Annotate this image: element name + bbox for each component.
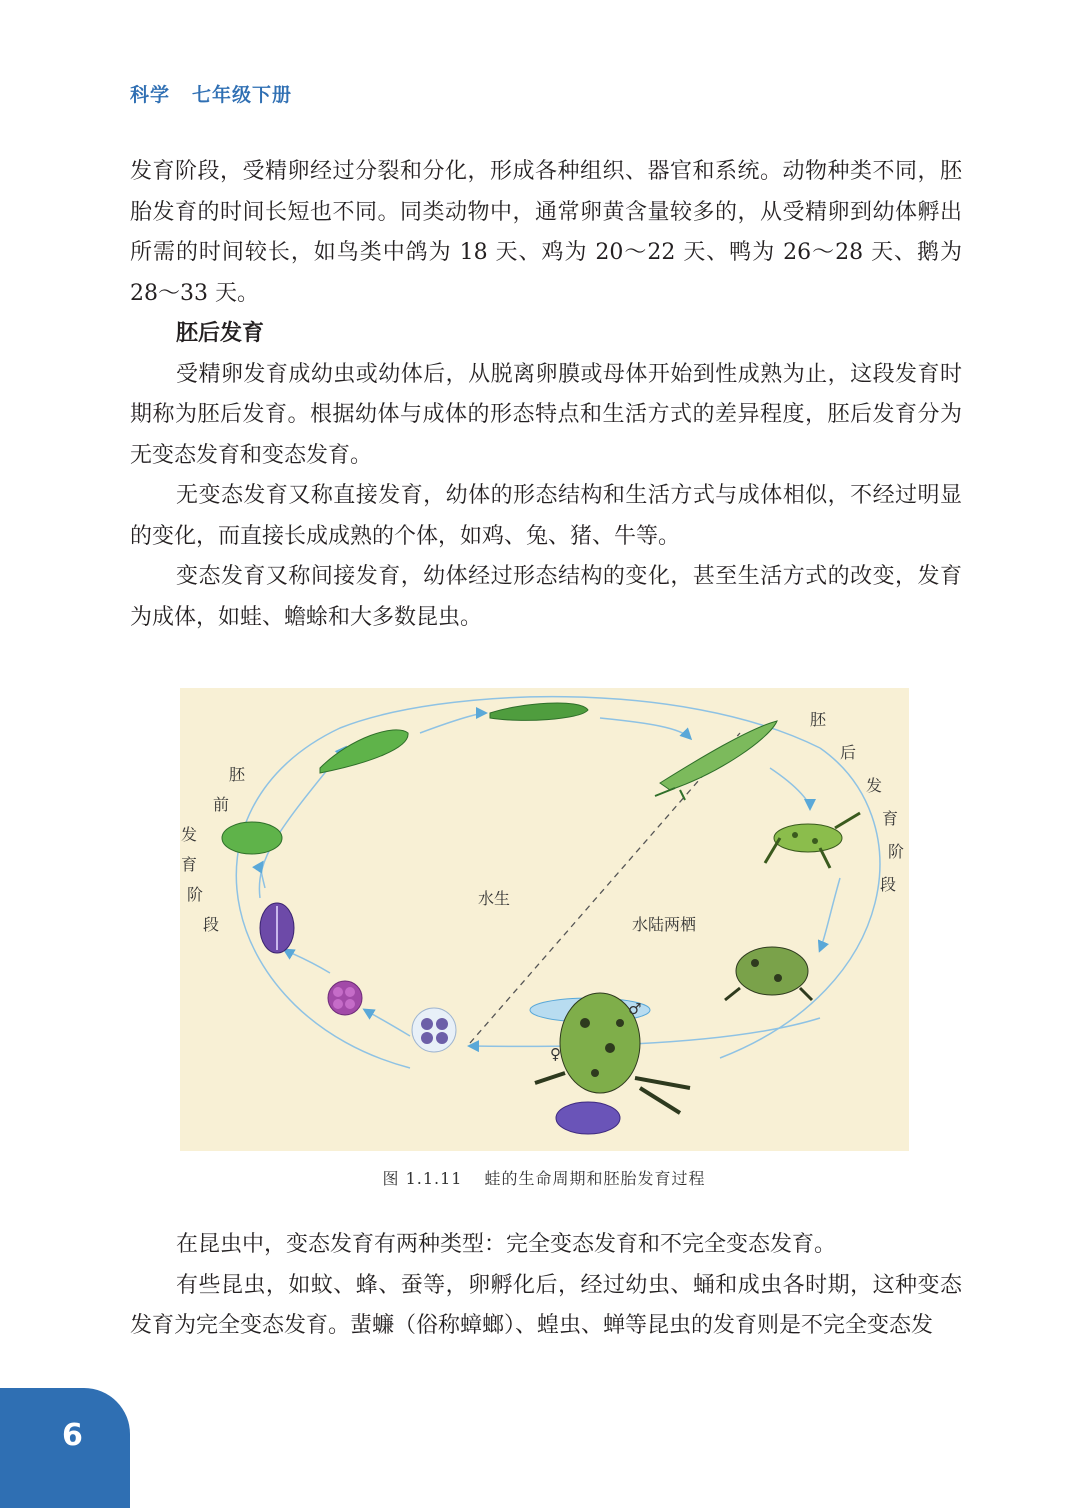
label-char: 育 [181, 855, 198, 874]
inner-arrow [420, 713, 485, 733]
paragraph: 无变态发育又称直接发育，幼体的形态结构和生活方式与成体相似，不经过明显的变化，而直接长成成熟的个体，如鸡、兔、猪、牛等。 [130, 483, 962, 549]
header-subject: 科学 [130, 84, 171, 106]
figure-caption [0, 1166, 1088, 1189]
young-frog-stage [725, 947, 812, 1000]
page-number: 6 [62, 1418, 83, 1453]
morula-stage [328, 981, 362, 1015]
top-paragraph-block [130, 152, 962, 638]
tadpole-stage [490, 703, 588, 720]
caption-text: 蛙的生命周期和胚胎发育过程 [484, 1169, 706, 1188]
aquatic-label: 水生 [478, 889, 511, 908]
postembryonic-stage-label: 胚 后 发 育 阶 段 [810, 703, 830, 901]
label-char: 胚 [810, 710, 827, 729]
label-char: 发 [181, 825, 198, 844]
inner-arrow [285, 950, 330, 973]
paragraph: 受精卵发育成幼虫或幼体后，从脱离卵膜或母体开始到性成熟为止，这段发育时期称为胚后发育。根据幼体与成体的形态特点和生活方式的差异程度，胚后发育分为无变态发育和变态发育。 [130, 361, 962, 468]
life-cycle-illustration [180, 688, 909, 1151]
running-header [130, 80, 292, 107]
label-char: 前 [213, 795, 230, 814]
paragraph: 发育阶段，受精卵经过分裂和分化，形成各种组织、器官和系统。动物种类不同，胚胎发育的时间长短也不同。同类动物中，通常卵黄含量较多的，从受精卵到幼体孵出所需的时间较长，如鸟类中鸽为 18 天、鸡为 20～22 天、鸭为 26～28 天、鹅为 28～33 天。 [130, 159, 962, 306]
inner-arrow [770, 768, 810, 808]
paragraph: 变态发育又称间接发育，幼体经过形态结构的变化，甚至生活方式的改变，发育为成体，如蛙、蟾蜍和大多数昆虫。 [130, 564, 962, 630]
gastrula-stage [260, 903, 294, 953]
inner-arrow [470, 1018, 820, 1046]
caption-number: 图 1.1.11 [382, 1169, 463, 1188]
male-symbol: ♂ [628, 1000, 642, 1018]
frog-life-cycle-figure [180, 688, 909, 1151]
inner-arrow [365, 1010, 410, 1036]
amphibious-label: 水陆两栖 [632, 915, 697, 934]
embryonic-stage-label [181, 760, 246, 940]
paragraph: 在昆虫中，变态发育有两种类型：完全变态发育和不完全变态发育。 [176, 1232, 837, 1257]
bottom-paragraph-block [130, 1225, 962, 1347]
label-char: 阶 [187, 885, 204, 904]
label-char: 段 [203, 915, 220, 934]
paragraph: 有些昆虫，如蚊、蜂、蚕等，卵孵化后，经过幼虫、蛹和成虫各时期，这种变态发育为完全变态发育。蜚蠊（俗称蟑螂）、蝗虫、蝉等昆虫的发育则是不完全变态发 [130, 1272, 962, 1338]
inner-arrow [600, 718, 690, 738]
label-char: 胚 [229, 765, 246, 784]
female-symbol: ♀ [550, 1045, 561, 1063]
egg-mass [556, 1102, 620, 1134]
fertilized-egg-stage [412, 1008, 456, 1052]
early-tadpole-stage [320, 730, 408, 773]
section-heading: 胚后发育 [176, 321, 265, 346]
tadpole-with-legs-stage [655, 721, 777, 800]
outer-cycle-line-right [720, 748, 880, 1058]
header-grade: 七年级下册 [192, 84, 293, 106]
